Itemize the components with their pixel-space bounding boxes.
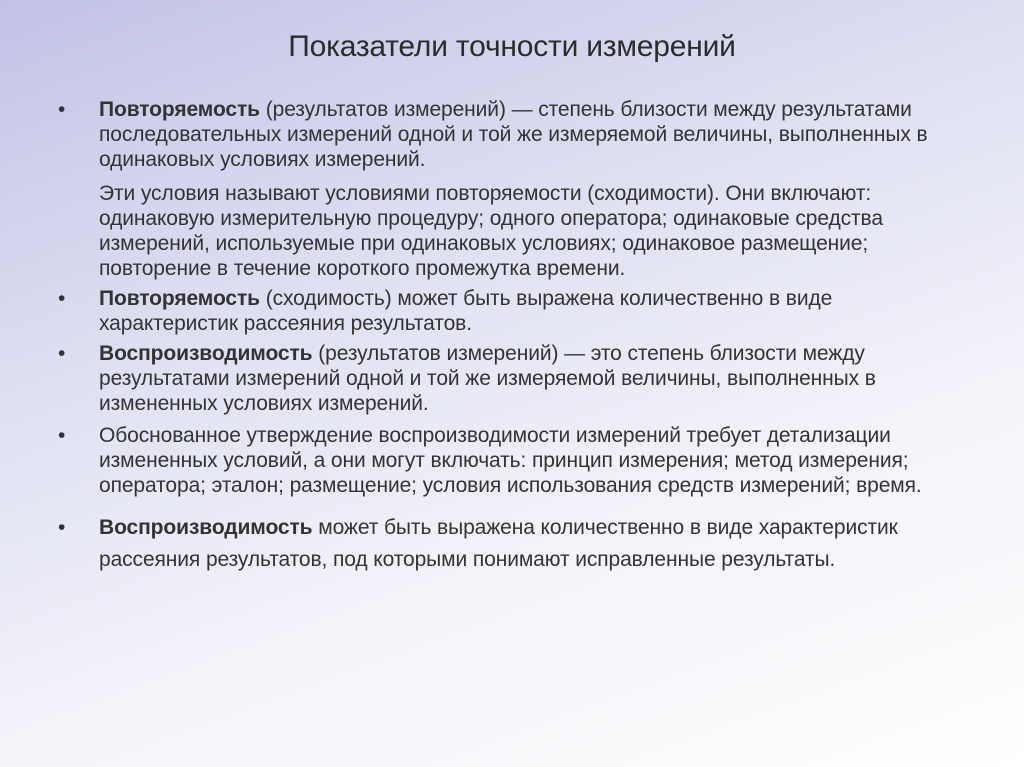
list-item-reproducibility-quantitative: [58, 512, 958, 576]
item-term: Воспроизводимость: [99, 342, 313, 365]
bullet-marker: •: [58, 424, 66, 447]
bullet-marker: •: [58, 342, 66, 365]
item-text: (результатов измерений) — степень близости между результатами последовательных измерений одной и той же измеряемой величины, выполненных в одинаковых условиях измерений.: [99, 98, 928, 171]
list-item-repeatability-quantitative: [58, 286, 958, 336]
item-paragraph: [99, 341, 958, 416]
item-term: Повторяемость: [99, 287, 260, 310]
slide-title: Показатели точности измерений: [288, 30, 736, 63]
list-item-reproducibility-definition: [58, 341, 958, 416]
bullet-marker: •: [58, 516, 66, 539]
bullet-list: [58, 97, 958, 576]
item-paragraph: [99, 423, 958, 498]
item-term: Воспроизводимость: [99, 516, 313, 539]
item-text: (результатов измерений) — это степень близости между результатами измерений одной и той же измеряемой величины, выполненных в измененных условиях измерений.: [99, 342, 876, 415]
item-paragraph: [99, 512, 958, 576]
item-text: Обоснованное утверждение воспроизводимости измерений требует детализации измененных условий, а они могут включать: принцип измерения; метод измерения; оператора; эталон; размещение; условия использования средств измерений; время.: [99, 424, 922, 497]
item-text: (сходимость) может быть выражена количественно в виде характеристик рассеяния результатов.: [99, 287, 833, 335]
item-paragraph: [99, 97, 958, 172]
item-continuation: Эти условия называют условиями повторяемости (сходимости). Они включают: одинаковую измерительную процедуру; одного оператора; одинаковые средства измерений, используемые при одинаковых условиях; одинаковое размещение; повторение в течение короткого промежутка времени.: [99, 182, 883, 280]
item-text: может быть выражена количественно в виде характеристик рассеяния результатов, под которыми понимают исправленные результаты.: [99, 516, 898, 571]
item-paragraph: [99, 286, 958, 336]
bullet-marker: •: [58, 98, 66, 121]
list-item-repeatability-definition: [58, 97, 958, 281]
bullet-marker: •: [58, 287, 66, 310]
item-term: Повторяемость: [99, 98, 260, 121]
list-item-reproducibility-conditions: [58, 423, 958, 498]
